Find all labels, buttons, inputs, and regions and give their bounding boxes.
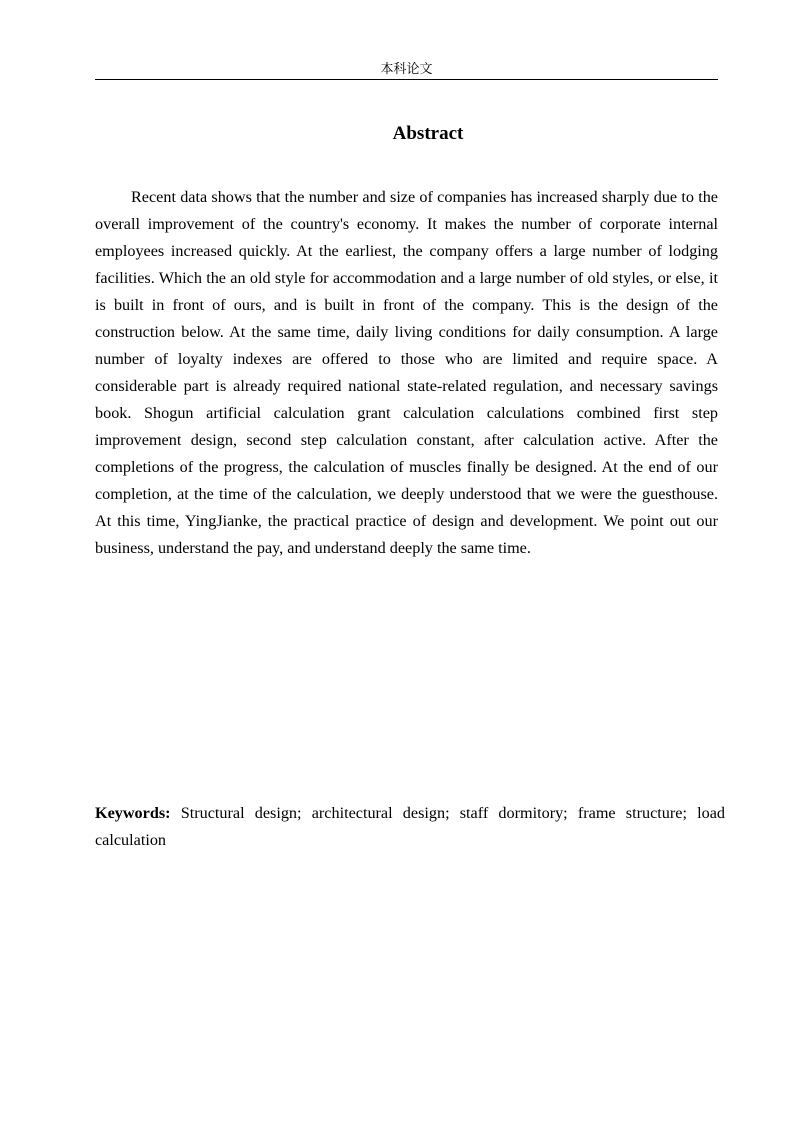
- keywords-text: Structural design; architectural design; staff dormitory; frame structure; load calculation: [95, 804, 726, 849]
- keywords-paragraph: [95, 800, 725, 854]
- abstract-body: Recent data shows that the number and size of companies has increased sharply due to the overall improvement of the country's economy. It makes the number of corporate internal employees increased quickly. At the earliest, the company offers a large number of lodging facilities. Which the an old style for accommodation and a large number of old styles, or else, it is built in front of ours, and is built in front of the company. This is the design of the construction below. At the same time, daily living conditions for daily consumption. A large number of loyalty indexes are offered to those who are limited and require space. A considerable part is already required national state-related regulation, and necessary savings book. Shogun artificial calculation grant calculation calculations combined first step improvement design, second step calculation constant, after calculation active. After the completions of the progress, the calculation of muscles finally be designed. At the end of our completion, at the time of the calculation, we deeply understood that we were the guesthouse. At this time, YingJianke, the practical practice of design and development. We point out our business, understand the pay, and understand deeply the same time.: [95, 188, 718, 557]
- abstract-title: Abstract: [392, 123, 464, 144]
- running-header-title: 本科论文: [380, 61, 433, 76]
- running-header: [95, 60, 718, 80]
- keywords-label: Keywords:: [95, 804, 171, 822]
